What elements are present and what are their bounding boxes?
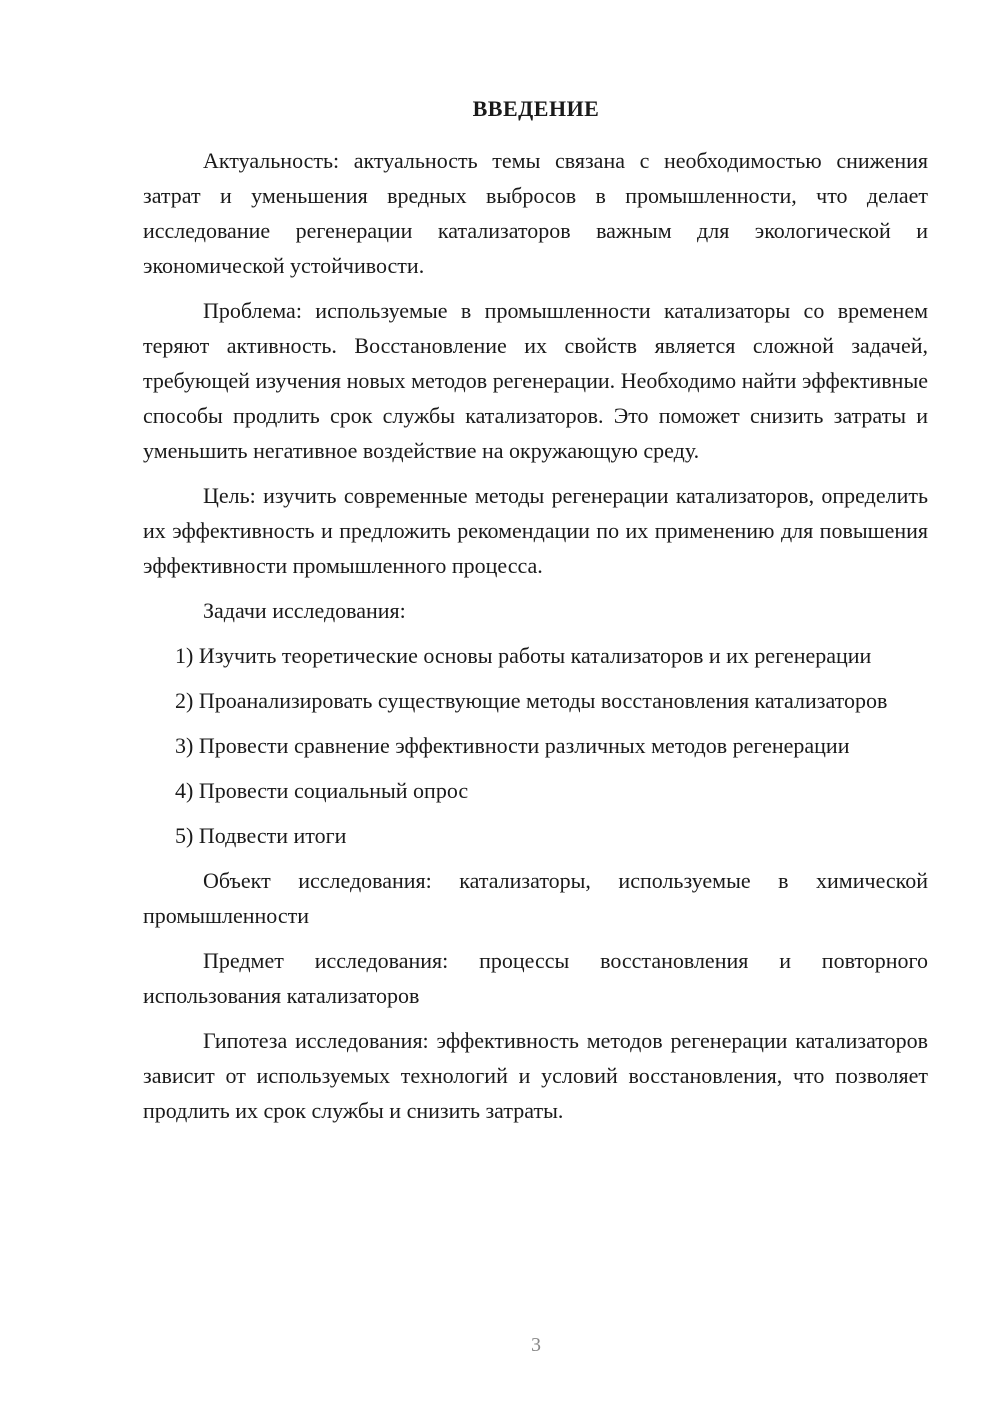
task-item-1: 1) Изучить теоретические основы работы катализаторов и их регенерации — [175, 643, 872, 668]
task-item-4: 4) Провести социальный опрос — [175, 778, 469, 803]
paragraph-goal: Цель: изучить современные методы регенерации катализаторов, определить их эффективность и предложить рекомендации по их применению для повышения эффективности промышленного процесса. — [143, 483, 928, 578]
page-number: 3 — [531, 1334, 541, 1356]
task-item-5: 5) Подвести итоги — [175, 823, 347, 848]
paragraph-subject: Предмет исследования: процессы восстановления и повторного использования катализаторов — [143, 948, 928, 1008]
page-title: ВВЕДЕНИЕ — [472, 96, 600, 121]
tasks-heading: Задачи исследования: — [203, 598, 406, 623]
document-body — [143, 143, 928, 1138]
paragraph-object: Объект исследования: катализаторы, используемые в химической промышленности — [143, 868, 928, 928]
paragraph-hypothesis: Гипотеза исследования: эффективность методов регенерации катализаторов зависит от используемых технологий и условий восстановления, что позволяет продлить их срок службы и снизить затраты. — [143, 1028, 928, 1123]
paragraph-relevance: Актуальность: актуальность темы связана с необходимостью снижения затрат и уменьшения вредных выбросов в промышленности, что делает исследование регенерации катализаторов важным для экологической и экономической устойчивости. — [143, 148, 928, 278]
paragraph-problem: Проблема: используемые в промышленности катализаторы со временем теряют активность. Восстановление их свойств является сложной задачей, требующей изучения новых методов регенерации. Необходимо найти эффективные способы продлить срок службы катализаторов. Это поможет снизить затраты и уменьшить негативное воздействие на окружающую среду. — [143, 298, 928, 463]
task-item-2: 2) Проанализировать существующие методы восстановления катализаторов — [175, 688, 888, 713]
task-item-3: 3) Провести сравнение эффективности различных методов регенерации — [175, 733, 850, 758]
